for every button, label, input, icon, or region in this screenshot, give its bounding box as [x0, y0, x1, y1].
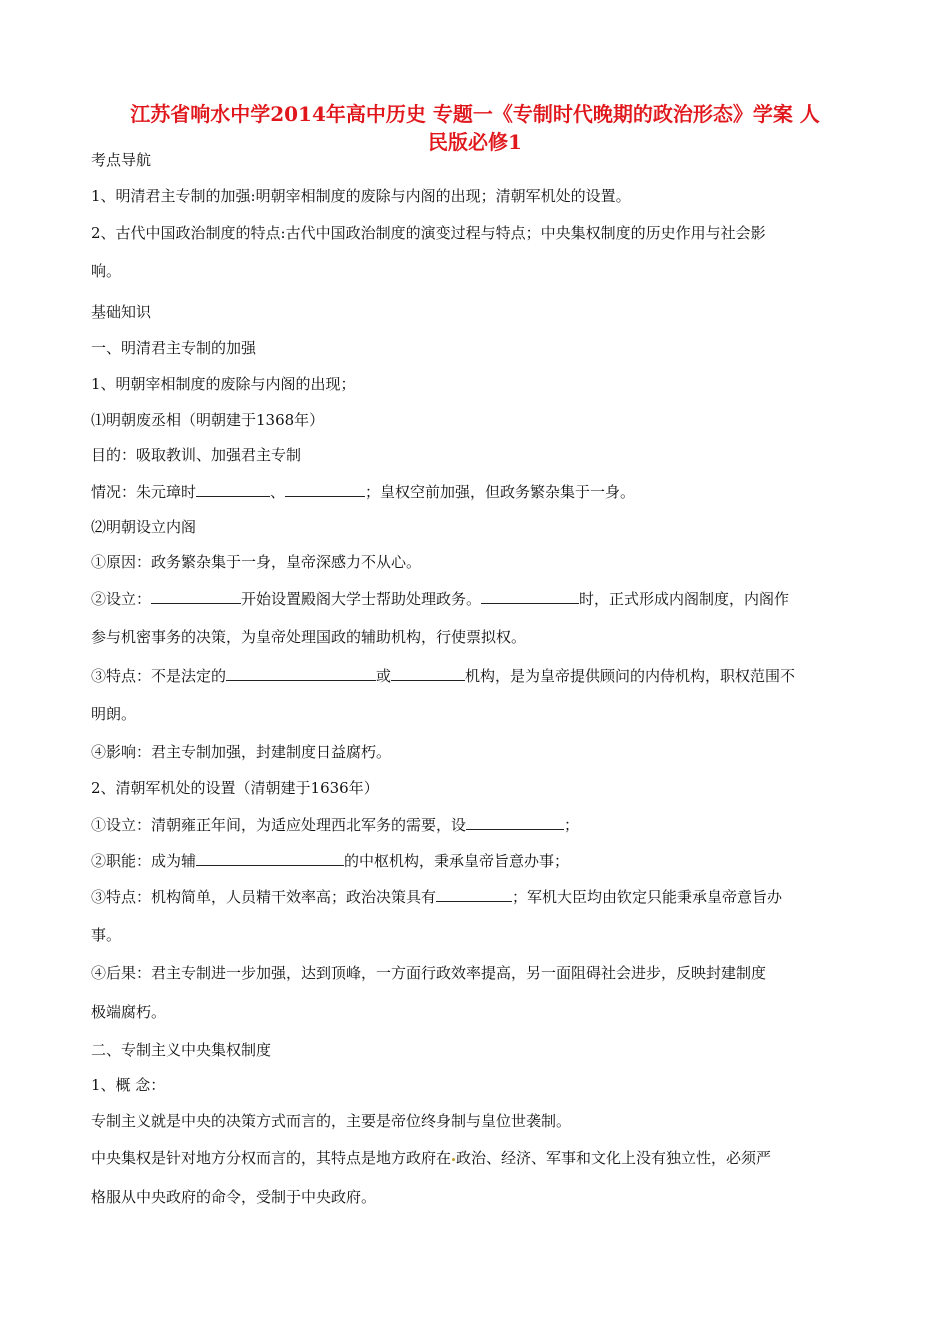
text-line: 2、清朝军机处的设置（清朝建于1636年） [91, 779, 379, 797]
text-line: ④后果：君主专制进一步加强，达到顶峰，一方面行政效率提高，另一面阻碍社会进步，反映封建制度 [91, 964, 767, 982]
text-segment: ； [564, 816, 580, 834]
fill-blank [481, 588, 579, 604]
fill-blank [391, 665, 465, 681]
text-line: 一、明清君主专制的加强 [91, 339, 257, 357]
fill-blank [466, 814, 564, 830]
section-heading-jichu: 基础知识 [91, 303, 152, 321]
text-line: 目的：吸取教训、加强君主专制 [91, 446, 302, 464]
text-line-with-blanks [91, 850, 871, 871]
dot-mark [452, 1158, 455, 1161]
text-segment: 政治、经济、军事和文化上没有独立性，必须严 [456, 1149, 772, 1167]
text-line: 明朗。 [91, 705, 137, 723]
text-line: ⑵明朝设立内阁 [91, 518, 197, 536]
text-line: 1、明朝宰相制度的废除与内阁的出现； [91, 375, 356, 393]
text-segment: 情况：朱元璋时 [91, 483, 197, 501]
text-line-with-blanks [91, 665, 871, 686]
fill-blank [436, 886, 512, 902]
fill-blank [226, 665, 376, 681]
text-segment: 开始设置殿阁大学士帮助处理政务。 [241, 590, 482, 608]
text-segment: ①设立：清朝雍正年间，为适应处理西北军务的需要，设 [91, 816, 467, 834]
text-line: ⑴明朝废丞相（明朝建于1368年） [91, 411, 325, 429]
text-line: 参与机密事务的决策，为皇帝处理国政的辅助机构，行使票拟权。 [91, 628, 527, 646]
text-line: 极端腐朽。 [91, 1003, 167, 1021]
text-line: 2、古代中国政治制度的特点:古代中国政治制度的演变过程与特点；中央集权制度的历史作用与社会影 [91, 224, 766, 242]
text-line: 事。 [91, 926, 122, 944]
text-segment: 的中枢机构，秉承皇帝旨意办事； [344, 852, 570, 870]
text-line: 格服从中央政府的命令，受制于中央政府。 [91, 1188, 377, 1206]
text-line: ④影响：君主专制加强，封建制度日益腐朽。 [91, 743, 392, 761]
text-line: 专制主义就是中央的决策方式而言的，主要是帝位终身制与皇位世袭制。 [91, 1112, 572, 1130]
section-heading-kaodian: 考点导航 [91, 151, 152, 169]
fill-blank [196, 481, 270, 497]
text-segment: 或 [376, 667, 392, 685]
text-segment: ③特点：不是法定的 [91, 667, 227, 685]
text-line-with-blanks [91, 588, 871, 609]
text-segment: ；皇权空前加强，但政务繁杂集于一身。 [365, 483, 636, 501]
text-segment: 时，正式形成内阁制度，内阁作 [579, 590, 790, 608]
text-segment: 、 [270, 483, 286, 501]
fill-blank [285, 481, 365, 497]
text-line-with-blanks [91, 886, 871, 907]
text-segment: ②职能：成为辅 [91, 852, 197, 870]
title-line-2: 民版必修1 [428, 130, 522, 154]
text-line: 1、明清君主专制的加强:明朝宰相制度的废除与内阁的出现；清朝军机处的设置。 [91, 187, 631, 205]
text-line: 响。 [91, 262, 122, 280]
text-segment: 机构，是为皇帝提供顾问的内侍机构，职权范围不 [465, 667, 796, 685]
section-heading-zhongyang: 二、专制主义中央集权制度 [91, 1041, 272, 1059]
text-segment: ③特点：机构简单，人员精干效率高；政治决策具有 [91, 888, 437, 906]
text-line: 1、概 念： [91, 1076, 166, 1094]
fill-blank [151, 588, 241, 604]
text-segment: 中央集权是针对地方分权而言的，其特点是地方政府在 [91, 1149, 452, 1167]
text-line-with-blanks [91, 814, 871, 835]
text-line [91, 1148, 871, 1168]
text-line-with-blanks [91, 481, 871, 502]
text-segment: ；军机大臣均由钦定只能秉承皇帝意旨办 [512, 888, 783, 906]
title-line-1: 江苏省响水中学2014年高中历史 专题一《专制时代晚期的政治形态》学案 人 [130, 102, 820, 126]
text-segment: ②设立： [91, 590, 152, 608]
text-line: ①原因：政务繁杂集于一身，皇帝深感力不从心。 [91, 553, 422, 571]
document-title [60, 100, 890, 156]
fill-blank [196, 850, 344, 866]
